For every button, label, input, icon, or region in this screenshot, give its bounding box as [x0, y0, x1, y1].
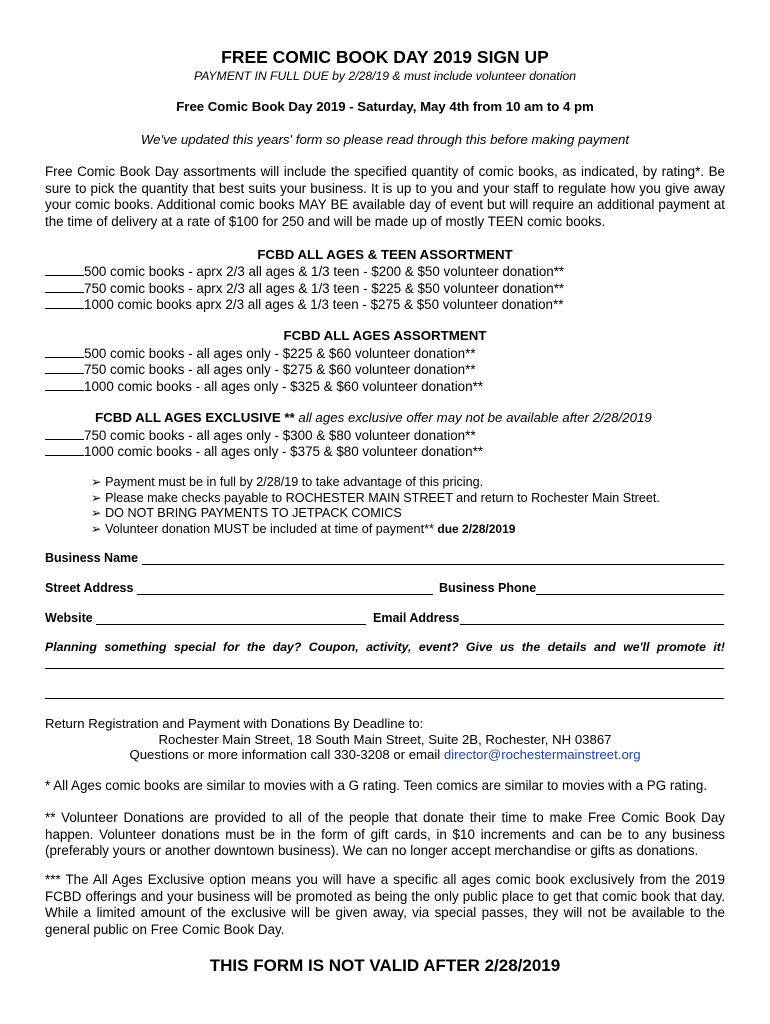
- arrow-bullet-icon: ➢: [91, 475, 106, 489]
- intro-paragraph: Free Comic Book Day assortments will include the specified quantity of comic books, as indicated, by rating*. Be sure to pick the quantity that best suits your business. It is up to you and your staff to regulate how you give away your comic books. Additional comic books MAY BE available day of event but will require an additional payment at the time of delivery at a rate of $100 for 250 and will be made up of mostly TEEN comic books.: [45, 164, 725, 229]
- arrow-bullet-icon: ➢: [91, 522, 106, 536]
- business-phone-field[interactable]: [536, 594, 724, 595]
- email-address-field[interactable]: [460, 624, 724, 625]
- validity-notice: THIS FORM IS NOT VALID AFTER 2/28/2019: [209, 956, 561, 975]
- footnote-exclusive: *** The All Ages Exclusive option means you will have a specific all ages comic book exclusively from the 2019 FCBD offerings and your business will be promoted as being the only public place to get that comic book that day. While a limited amount of the exclusive will be given away, via special passes, they will not be available to the general public on Free Comic Book Day.: [45, 872, 725, 937]
- return-address: Rochester Main Street, 18 South Main Street, Suite 2B, Rochester, NH 03867: [158, 732, 612, 747]
- quantity-blank[interactable]: [45, 345, 84, 358]
- return-heading: Return Registration and Payment with Donations By Deadline to:: [45, 716, 424, 731]
- footnote-rating: * All Ages comic books are similar to movies with a G rating. Teen comics are similar to movies with a PG rating.: [45, 778, 708, 793]
- bullet-item: ➢ DO NOT BRING PAYMENTS TO JETPACK COMICS: [91, 506, 402, 520]
- quantity-blank[interactable]: [45, 296, 84, 309]
- option-all-ages-teen-750[interactable]: 750 comic books - aprx 2/3 all ages & 1/3 teen - $225 & $50 volunteer donation**: [45, 280, 564, 296]
- arrow-bullet-icon: ➢: [91, 491, 106, 505]
- planning-prompt: Planning something special for the day? Coupon, activity, event? Give us the details and we'll promote it!: [45, 640, 725, 654]
- option-all-ages-teen-500[interactable]: 500 comic books - aprx 2/3 all ages & 1/3 teen - $200 & $50 volunteer donation**: [45, 263, 564, 279]
- bullet-item: ➢ Volunteer donation MUST be included at time of payment** due 2/28/2019: [91, 522, 516, 536]
- website-label: Website: [45, 611, 93, 625]
- planning-details-line-1[interactable]: [45, 668, 724, 669]
- option-all-ages-750[interactable]: 750 comic books - all ages only - $275 & $60 volunteer donation**: [45, 361, 476, 377]
- planning-details-line-2[interactable]: [45, 698, 724, 699]
- option-all-ages-teen-1000[interactable]: 1000 comic books aprx 2/3 all ages & 1/3 teen - $275 & $50 volunteer donation**: [45, 296, 563, 312]
- section-heading-all-ages-teen: FCBD ALL AGES & TEEN ASSORTMENT: [257, 247, 513, 262]
- bullet-item: ➢ Payment must be in full by 2/28/19 to take advantage of this pricing.: [91, 475, 484, 489]
- business-name-field[interactable]: [142, 564, 724, 565]
- option-all-ages-500[interactable]: 500 comic books - all ages only - $225 & $60 volunteer donation**: [45, 345, 476, 361]
- contact-line: Questions or more information call 330-3208 or email director@rochestermainstreet.org: [129, 747, 641, 762]
- update-note: We've updated this years' form so please read through this before making payment: [140, 132, 630, 147]
- page-title: FREE COMIC BOOK DAY 2019 SIGN UP: [221, 47, 549, 67]
- section-heading-all-ages: FCBD ALL AGES ASSORTMENT: [283, 328, 487, 343]
- street-address-label: Street Address: [45, 581, 134, 595]
- street-address-field[interactable]: [137, 594, 433, 595]
- quantity-blank[interactable]: [45, 280, 84, 293]
- footnote-volunteer-donations: ** Volunteer Donations are provided to all of the people that donate their time to make Free Comic Book Day happen. Volunteer donations must be in the form of gift cards, in $10 increments and can be to any business (preferably yours or another downtown business). We can no longer accept merchandise or gifts as donations.: [45, 810, 725, 858]
- quantity-blank[interactable]: [45, 361, 84, 374]
- page-subtitle: PAYMENT IN FULL DUE by 2/28/19 & must include volunteer donation: [193, 69, 577, 83]
- business-name-label: Business Name: [45, 551, 139, 565]
- event-line: Free Comic Book Day 2019 - Saturday, May 4th from 10 am to 4 pm: [176, 99, 594, 114]
- website-field[interactable]: [96, 624, 366, 625]
- quantity-blank[interactable]: [45, 427, 84, 440]
- bullet-item: ➢ Please make checks payable to ROCHESTER MAIN STREET and return to Rochester Main Street.: [91, 491, 660, 505]
- email-link[interactable]: director@rochestermainstreet.org: [443, 747, 641, 762]
- option-exclusive-1000[interactable]: 1000 comic books - all ages only - $375 & $80 volunteer donation**: [45, 443, 483, 459]
- option-exclusive-750[interactable]: 750 comic books - all ages only - $300 & $80 volunteer donation**: [45, 427, 476, 443]
- quantity-blank[interactable]: [45, 263, 84, 276]
- option-all-ages-1000[interactable]: 1000 comic books - all ages only - $325 & $60 volunteer donation**: [45, 378, 483, 394]
- arrow-bullet-icon: ➢: [91, 506, 106, 520]
- quantity-blank[interactable]: [45, 378, 84, 391]
- business-phone-label: Business Phone: [439, 581, 537, 595]
- email-address-label: Email Address: [373, 611, 460, 625]
- quantity-blank[interactable]: [45, 443, 84, 456]
- section-heading-exclusive: FCBD ALL AGES EXCLUSIVE ** all ages exclusive offer may not be available after 2/28/2019: [95, 410, 652, 425]
